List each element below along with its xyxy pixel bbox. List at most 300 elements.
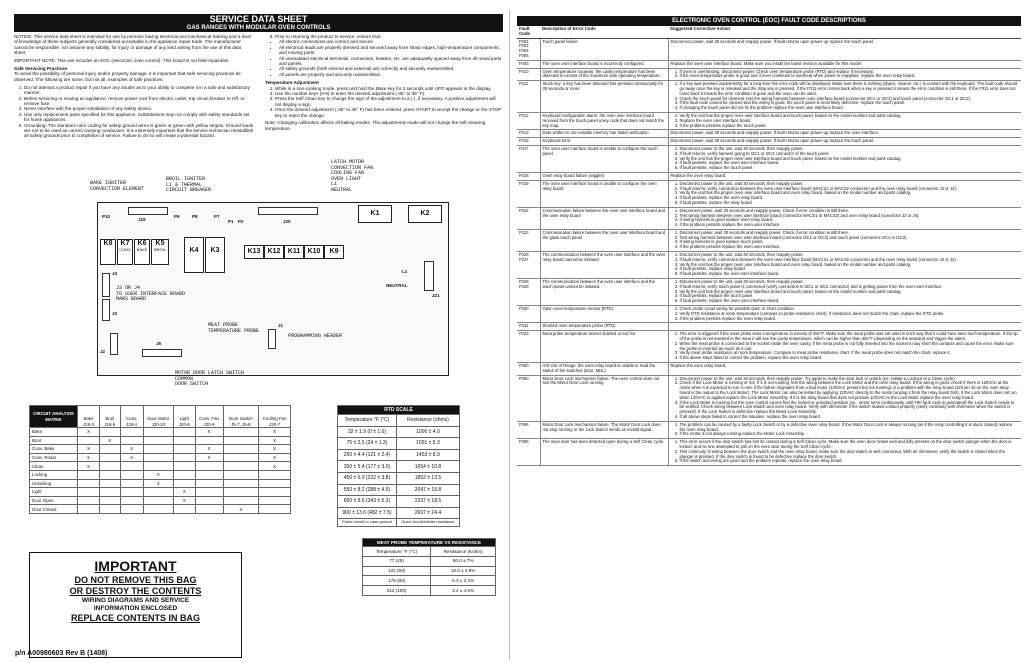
fault-action (668, 207, 1021, 229)
relay-k3: K3 (205, 237, 225, 273)
relay-k5: K5 BROIL (151, 239, 169, 265)
fault-action-step: 2. Check if the Lock Motor is running or not. If it is not running, test the wiring between the Lock Motor and the oven relay board. If the wiring is good, check if there is 120VAC at the motor when it is expected to run: to see if the failure originates from a bad motor (120VAC present but not running) or a problem with the relay board (J20 pin 10 on the oven relay board is the output to the Lock Motor). The Lock Motor can also be tested by applying 120VAC directly to the motor (unplug it from the relay board first). If the Lock Motor does not run when 120VAC is applied replace the Lock Motor Assembly. If it is the relay board that does not provide 120VAC to the Lock Motor replace the oven relay board. (680, 381, 1020, 400)
matrix-cell (143, 428, 174, 437)
fault-action-step: 4. If the problem persists replace the oven user interface. (680, 245, 1020, 250)
fault-description: The communication between the oven user interface and the oven relay board cannot be initiated. (540, 252, 668, 279)
fault-code: F017 (517, 145, 540, 172)
matrix-cell: X (195, 445, 223, 454)
matrix-row (30, 496, 291, 505)
temp-step: 3. Press the Self Clean key to change the sign of the adjustment to a (-), if necessary. A positive adjustment will not display a sign. (275, 96, 503, 107)
matrix-cell: X (223, 505, 259, 514)
matrix-column-header: Door Switch J5-7, J5-8 (223, 406, 259, 428)
safe-item: 2. Before servicing or moving an appliance, remove power cord from electric outlet, trip circuit breaker to Off, or remove fuse. (24, 96, 254, 107)
fault-action (668, 38, 1021, 60)
matrix-column-header: Bake J19-3 (78, 406, 100, 428)
matrix-cell: X (259, 428, 291, 437)
matrix-row (30, 462, 291, 471)
matrix-column-header: Door Motor J20-10 (143, 406, 174, 428)
fault-description: Stuck key: a key has been detected has pressed continuously for 30 seconds or more. (540, 81, 668, 113)
safe-item: 5. Grounding: The standard color coding for safety ground wires is green or green with yellow stripes. Ground leads are not to be used as current carrying conductors. It is extremely important that the service technician reestablish all safety grounds prior to completion of service. Failure to do so will create a potential hazard. (24, 123, 254, 139)
fault-description: Open oven temperature sensor (RTD) (540, 306, 668, 323)
matrix-row-label: Clean (30, 462, 78, 471)
matrix-cell (143, 496, 174, 505)
fault-action-step: 1. Verify the unit has the proper oven user interface board and touch panel, based on the model number and parts catalog. (680, 114, 1020, 119)
matrix-cell (99, 479, 120, 488)
rtd-row (338, 496, 460, 508)
fault-row (517, 375, 1021, 421)
fault-action (668, 375, 1021, 421)
notice-text: NOTICE: This service data sheet is intended for use by persons having electrical and mechanical training and a level of knowledge of these subjects generally considered acceptable in the appliance repair trade. The manufacturer cannot be responsible, nor assume any liability, for injury or damage of any kind arising from the use of this data sheet. (14, 34, 252, 56)
fault-description: Keyboard configuration alarm: the oven user interface board received from the touch panel a key code that does not match the key map. (540, 112, 668, 129)
fault-action-step: 1. Check probe circuit wiring for possible open or short condition. (680, 307, 1020, 312)
fault-action-step: 2. Check the touch panel for cleanest, test the wiring harness between oven interface board (connector I2C1 or I2C2) and touch panel (connector I2C1 or I2C2). (680, 97, 1020, 102)
fault-description: Shorted oven temperature probe (RTD) (540, 323, 668, 331)
matrix-cell (78, 436, 100, 445)
matrix-cell (174, 479, 195, 488)
matrix-cell (99, 462, 120, 471)
matrix-cell (99, 470, 120, 479)
label-p10: P10 (102, 214, 111, 219)
fault-code: F095 (517, 421, 540, 438)
rtd-foot-left: Probe circuit to case ground (338, 519, 397, 527)
fault-description: Touch panel failure (540, 38, 668, 60)
fault-action-step: 4. If the above steps failed to correct the problem, replace the oven relay board. (680, 356, 1020, 361)
rtd-row (338, 461, 460, 473)
fault-action-step: 1. This error occurs if the door switch has lost its contact during a Self Clean cycle. Make sure the oven door closes well and fully presses on the door switch plunger when the door is locked, and no one attempted to pull on the oven door during the Self Clean cycle. (680, 440, 1020, 450)
rtd-cell: 1091 ± 5.3 (396, 438, 459, 450)
matrix-cell (99, 488, 120, 497)
matrix-cell (174, 470, 195, 479)
fault-action-step: 1. Disconnect power, wait 30 seconds and reapply power. Check if error condition is still there. (680, 231, 1020, 236)
meat-cell: 6.3 ± 3.3% (431, 576, 496, 586)
label-j21: J21 (432, 293, 440, 298)
fault-code: F030 (517, 306, 540, 323)
matrix-cell (195, 496, 223, 505)
matrix-row-label: Door Open (30, 496, 78, 505)
part-number: p/n A00980603 Rev B (1408) (15, 650, 108, 657)
fault-action-step: 2. Test continuity of wiring between the door switch and the oven relay board, make sure the door switch is well connected. With an ohmmeter, verify the switch is closed when the plunger is pressed. If the door switch is found to be defective replace the door switch. (680, 450, 1020, 460)
safe-item: 1. Do not attempt a product repair if you have any doubts as to your ability to complete it in a safe and satisfactory manner. (24, 85, 254, 96)
practices-column (265, 34, 503, 133)
fault-action-step: 5. If fault persists, replace the oven user interface board. (680, 272, 1020, 277)
fault-action-text: Replace the oven user interface board. Make sure you install the latest revision available for this model. (670, 60, 863, 66)
matrix-cell (120, 505, 143, 514)
fault-action (668, 306, 1021, 323)
fault-action-step: 3. Verify the unit has the proper oven user interface board and touch panel, based on the model number and parts catalog. (680, 157, 1020, 162)
fault-description: Communication failure between the oven user interface board and the oven relay board (540, 207, 668, 229)
matrix-cell: X (259, 445, 291, 454)
relay-k7: K7 CONV (117, 239, 133, 265)
matrix-cell: X (259, 453, 291, 462)
fault-description: A/D Out of Range: the oven relay board is unable to read the status of the switches (door, MDL) (540, 363, 668, 376)
safe-list (24, 85, 254, 139)
fault-action-step: 2. Test wiring harness between oven user interface board (connector MACS1 or MACS2) and oven relay board (connector J3 or J4). (680, 214, 1020, 219)
fault-action-step: 2. If fault returns, verify harness going to I2C1 or I2C2 connector of the touch panel. (680, 152, 1020, 157)
fault-action-step: 5. If fault persists, replace the touch panel. (680, 166, 1020, 171)
matrix-cell (223, 428, 259, 437)
label-p8: P8 (192, 214, 198, 219)
fault-action-step: 3. If the problem persists replace the touch panel. (680, 124, 1020, 129)
matrix-cell (174, 445, 195, 454)
fault-action (668, 421, 1021, 438)
fault-action-step: 3. Verify the unit has the proper oven user interface board and oven relay board, based on the model number and parts catalog. (680, 191, 1020, 196)
fault-action-step: 4. If all above steps failed to correct the situation, replace the oven relay board. (680, 415, 1020, 420)
fault-row (517, 439, 1021, 466)
rtd-cell: 75 ± 2.5 (24 ± 1.3) (338, 438, 397, 450)
fault-code: F011 (517, 81, 540, 113)
rtd-cell: 1000 ± 4.0 (396, 426, 459, 438)
meat-probe-table (362, 538, 496, 596)
fault-code: F023 (517, 229, 540, 251)
label-user-interface: J3 OR J4 TO USER INTERFACE BOARD MARS BOARD (116, 285, 186, 302)
fault-action-step: 3. If wiring harness is good replace oven relay board. (680, 218, 1020, 223)
fault-action-step: 4. If fault persists, replace the oven relay board. (680, 196, 1020, 201)
meat-row (363, 556, 496, 566)
connector-j2 (110, 333, 118, 355)
fault-action (668, 279, 1021, 306)
fault-row (517, 68, 1021, 81)
fault-action-step: 1. Disconnect power, wait 30 seconds and reapply power. Check if error condition is still there. (680, 209, 1020, 214)
matrix-row (30, 445, 291, 454)
fault-row (517, 145, 1021, 172)
fault-table-title: ELECTRONIC OVEN CONTROL (EOC) FAULT CODE DESCRIPTIONS (517, 16, 1021, 26)
temp-steps (275, 86, 503, 118)
rtd-cell: 2237 ± 18.5 (396, 496, 459, 508)
rtd-cell: 350 ± 5.4 (177 ± 3.0) (338, 461, 397, 473)
matrix-cell (143, 453, 174, 462)
rtd-row (338, 507, 460, 519)
fault-action (668, 331, 1021, 363)
fault-action-step: 2. If the motor is not always running replace the Motor Lock Assembly. (680, 432, 1020, 437)
matrix-cell (99, 428, 120, 437)
label-bake-igniter: BAKE IGNITER CONVECTION ELEMENT (90, 180, 145, 192)
matrix-cell: X (259, 436, 291, 445)
fault-description: Motor Door Lock mechanism failure. The Motor Door Lock does not stop running or the Lock Switch sends an invalid signal. (540, 421, 668, 438)
matrix-cell: X (143, 479, 174, 488)
rtd-header-res: Resistance (ohms) (396, 415, 459, 427)
relay-k12: K12 (264, 245, 284, 259)
label-j1: J1 (278, 323, 284, 328)
label-neutral: NEUTRAL (386, 283, 408, 288)
fault-row (517, 138, 1021, 146)
matrix-column-header: Cooling Fan J20-7 (259, 406, 291, 428)
label-j3: J3 (112, 311, 118, 316)
important-line: OR DESTROY THE CONTENTS (69, 585, 202, 596)
fault-code: F019 (517, 180, 540, 207)
matrix-cell (195, 488, 223, 497)
connector-j4 (102, 273, 110, 297)
safe-item: 4. Use only replacement parts specified for this appliance. Substitutions may not comply with safety standards set for home appliances. (24, 112, 254, 123)
matrix-cell (259, 479, 291, 488)
temp-step: 2. Use the number keys (0-9) to enter the desired adjustment (-35° to 35° F). (275, 91, 503, 96)
fault-action-step: 4. If fault persists, replace the touch panel. (680, 294, 1020, 299)
fault-row (517, 180, 1021, 207)
matrix-cell (223, 479, 259, 488)
label-top-right: LATCH MOTOR CONVECTION FAN COOLING FAN OVEN LIGHT L1 NEUTRAL (331, 159, 374, 193)
fault-description: The oven door has been detected open during a Self Clean cycle. (540, 439, 668, 466)
fault-action-step: 3. If wiring harness is good replace touch panel. (680, 240, 1020, 245)
matrix-row-label: Conv. Bake (30, 445, 78, 454)
fault-row (517, 323, 1021, 331)
fault-action-step: 4. If changing the touch panel did not fix the problem replace the oven user interface board. (680, 106, 1020, 111)
fault-code: F090 (517, 375, 540, 421)
important-title: IMPORTANT (94, 558, 177, 574)
circuit-analysis-matrix (29, 405, 291, 514)
label-p2: P2 (238, 219, 244, 224)
fault-code: F001 F002 F004 F005 (517, 38, 540, 60)
meat-cell: 212 (100) (363, 586, 431, 596)
fault-action (668, 252, 1021, 279)
matrix-cell (195, 505, 223, 514)
label-p1: P1 (228, 219, 234, 224)
safe-item: 3. Never interfere with the proper installation of any safety device. (24, 106, 254, 111)
fault-row (517, 38, 1021, 60)
fault-action-step: 3. If the switch and wiring are good and the problem repeats, replace the oven relay board. (680, 459, 1020, 464)
important-small: INFORMATION ENCLOSED (93, 604, 178, 612)
matrix-cell (143, 505, 174, 514)
matrix-cell (143, 436, 174, 445)
fault-row (517, 130, 1021, 138)
fault-action (668, 81, 1021, 113)
matrix-cell (223, 496, 259, 505)
matrix-cell (259, 496, 291, 505)
rtd-cell: 900 ± 13.6 (482 ± 7.5) (338, 507, 397, 519)
label-programming-header: PROGRAMMING HEADER (288, 333, 343, 339)
meat-row (363, 576, 496, 586)
matrix-cell: X (195, 453, 223, 462)
rtd-header-temp: Temperature °F (°C) (338, 415, 397, 427)
header-fault-code: Fault Code (517, 26, 540, 38)
matrix-cell (195, 462, 223, 471)
matrix-cell (223, 445, 259, 454)
relay-board-diagram (97, 202, 449, 376)
rtd-cell: 550 ± 8.2 (288 ± 4.5) (338, 484, 397, 496)
matrix-cell (195, 470, 223, 479)
fault-description: Oven relay board failure (wiggler) (540, 172, 668, 180)
matrix-cell: X (143, 470, 174, 479)
matrix-cell (223, 470, 259, 479)
matrix-row-label: Door Closed (30, 505, 78, 514)
label-p7: P7 (214, 214, 220, 219)
fault-action-step: 2. Replace the oven user interface board. (680, 119, 1020, 124)
matrix-cell: X (174, 496, 195, 505)
safe-intro: To avoid the possibility of personal injury and/or property damage, it is important that safe servicing practices be observed. The following are some, but not all, examples of safe practices. (14, 71, 241, 82)
fault-code: F033 (517, 331, 540, 363)
matrix-column-header: Conv. Fan J20-9 (195, 406, 223, 428)
fault-row (517, 252, 1021, 279)
meat-cell: 77 (25) (363, 556, 431, 566)
fault-action-step: 1. Disconnect power to the unit, wait 30 seconds, then reapply power. (680, 253, 1020, 258)
rtd-foot-right: Open circuit/infinite resistance (396, 519, 459, 527)
fault-action-step: 2. Verify RTD resistance at room temperature (compare to probe resistance chart). If resistance does not match the chart, replace the RTD probe. (680, 312, 1020, 317)
matrix-cell: X (78, 445, 100, 454)
important-box (29, 552, 242, 658)
fault-description: The oven user interface board is incorrectly configured. (540, 60, 668, 68)
fault-action (668, 60, 1021, 68)
rtd-cell: 450 ± 6.9 (232 ± 3.8) (338, 472, 397, 484)
fault-action (668, 439, 1021, 466)
matrix-row (30, 453, 291, 462)
meat-row (363, 586, 496, 596)
matrix-cell (120, 488, 143, 497)
matrix-cell (195, 436, 223, 445)
fault-action-text: Disconnect power, wait 30 seconds and reapply power. If fault returns upon power-up replace the touch panel. (670, 138, 875, 144)
fault-code: F013 (517, 130, 540, 138)
fault-action (668, 172, 1021, 180)
fault-row (517, 306, 1021, 323)
matrix-column-header: Conv. J19-4 (120, 406, 143, 428)
matrix-row-label: Broil (30, 436, 78, 445)
matrix-row-label: Locking (30, 470, 78, 479)
fault-action-step: 4. If the problem persists replace the oven user interface. (680, 223, 1020, 228)
meat-row (363, 566, 496, 576)
header-description: Description of Error Code (540, 26, 668, 38)
fault-action (668, 180, 1021, 207)
fault-action-step: 4. If fault persists, replace the oven user interface board. (680, 161, 1020, 166)
fault-code: F050 (517, 363, 540, 376)
prior-item: 6. Prior to returning the product to service, ensure that: (275, 34, 503, 39)
matrix-row-label: Light (30, 488, 78, 497)
fault-row (517, 331, 1021, 363)
fault-description: Communication failure between the oven user interface board and the glass touch panel (540, 229, 668, 251)
connector-j3 (102, 299, 110, 321)
sheet-subtitle: GAS RANGES WITH MODULAR OVEN CONTROLS (14, 25, 503, 32)
matrix-cell (195, 479, 223, 488)
fault-action-step: 3. Verify the unit has the proper oven user interface board and oven relay board, based on the model number and parts catalog. (680, 263, 1020, 268)
fault-action (668, 145, 1021, 172)
label-l1: L1 (402, 269, 408, 274)
relay-k1: K1 (358, 205, 392, 223)
temp-note: Note: Changing calibration affects all baking modes. The adjustments made will not change the self-cleaning temperature. (265, 120, 486, 131)
fault-description: Motor Door Lock mechanism failure. The oven control does not see the Motor Door Lock running. (540, 375, 668, 421)
relay-k9: K9 (324, 245, 344, 259)
matrix-row (30, 505, 291, 514)
matrix-row (30, 428, 291, 437)
matrix-cell (223, 453, 259, 462)
temp-heading: Temperature Adjustment (265, 80, 319, 86)
fault-description: The communication between the oven user interface and the touch panel cannot be initiated. (540, 279, 668, 306)
rtd-cell: 650 ± 9.6 (343 ± 5.3) (338, 496, 397, 508)
matrix-cell (120, 462, 143, 471)
relay-k8: K8 (100, 239, 116, 265)
label-j4: J4 (112, 271, 118, 276)
rtd-row (338, 472, 460, 484)
matrix-row (30, 479, 291, 488)
matrix-column-header: Broil J19-5 (99, 406, 120, 428)
connector-j21 (424, 261, 434, 291)
fault-row (517, 207, 1021, 229)
fault-action-text: Disconnect power, wait 30 seconds and reapply power. If fault returns upon power-up replace the touch panel. (670, 38, 875, 44)
important-line: DO NOT REMOVE THIS BAG (74, 574, 197, 585)
matrix-cell: X (78, 453, 100, 462)
label-j5: J5 (156, 341, 162, 346)
matrix-cell: X (174, 488, 195, 497)
prior-bullet: • All uninsulated electrical terminals, connectors, heaters, etc. are adequately spaced away from all metal parts and panels. (279, 56, 503, 67)
fault-code: F096 (517, 439, 540, 466)
fault-code: F018 (517, 172, 540, 180)
matrix-cell (174, 453, 195, 462)
rtd-row (338, 438, 460, 450)
relay-k13: K13 (244, 245, 264, 259)
fault-action-text: Replace the oven relay board. (670, 363, 727, 369)
matrix-cell (120, 428, 143, 437)
matrix-cell (223, 462, 259, 471)
fault-code: F012 (517, 112, 540, 129)
fault-action-step: 3. If the fault code cannot be cleared and the wiring is good, the touch panel is most likely defective; replace the touch panel. (680, 101, 1020, 106)
fault-description: The oven user interface board is unable to configure the oven relay board (540, 180, 668, 207)
rtd-row (338, 426, 460, 438)
matrix-cell (174, 505, 195, 514)
prior-bullet: • All electrical leads are properly dressed and secured away from sharp edges, high-temperature components, and moving parts. (279, 45, 503, 56)
matrix-cell (99, 496, 120, 505)
rtd-row (338, 449, 460, 461)
matrix-cell (78, 470, 100, 479)
matrix-cell (174, 462, 195, 471)
fault-description: Oven temperature runaway: the cavity temperature has been detected in excess of the maximum safe operating temperature. (540, 68, 668, 81)
fault-action (668, 229, 1021, 251)
rtd-cell: 2047 ± 15.8 (396, 484, 459, 496)
matrix-cell (78, 488, 100, 497)
matrix-column-header: Light J20-6 (174, 406, 195, 428)
intro-column (14, 34, 254, 141)
fault-action-step: 1. The problem can be caused by a faulty Lock Switch or by a defective oven relay board. If the Motor Door Lock is always running (as if the relay controlling it is stuck closed) replace the oven relay board. (680, 423, 1020, 433)
matrix-cell: X (78, 428, 100, 437)
matrix-cell (143, 462, 174, 471)
prior-bullet: • All panels are properly and securely reassembled. (279, 72, 503, 77)
fault-action-step: 4. If fault persists, replace relay board. (680, 267, 1020, 272)
meat-cell: 18.0 ± 4.9% (431, 566, 496, 576)
fault-code: F003 (517, 60, 540, 68)
sheet-title: SERVICE DATA SHEET (14, 14, 503, 25)
label-broil-igniter: BROIL IGNITER L1 & THERMAL CIRCUIT BREAKER (166, 176, 212, 193)
prior-bullets (279, 39, 503, 77)
label-j20: J20 (283, 219, 291, 224)
matrix-row-label: Unlocking (30, 479, 78, 488)
matrix-cell (223, 436, 259, 445)
fault-action-step: 2. If the oven temperature probe is good and if oven continues to overheat when power is reapplied, replace the oven relay board. (680, 74, 1020, 79)
fault-row (517, 363, 1021, 376)
rtd-cell: 1654 ± 10.8 (396, 461, 459, 473)
matrix-cell: X (120, 453, 143, 462)
prior-bullet: • All safety grounds (both internal and external) are correctly and securely reassembled. (279, 66, 503, 71)
fault-action-step: 1. Disconnect power to the unit, wait 30 seconds, then reapply power. Try again to make the door lock or unlock (ex: initiate a Lockout or a Clean cycle). (680, 377, 1020, 382)
fault-code: F010 (517, 68, 540, 81)
temp-step: 1. While in a non-cooking mode, press and hold the Bake key for 3 seconds until UPO appears in the display. (275, 86, 503, 91)
fault-description: Data written to non-volatile memory has failed verification (540, 130, 668, 138)
fault-action-step: 1. Disconnect power to the unit, wait 30 seconds, then reapply power. (680, 280, 1020, 285)
fault-action-step: 5. If fault persists, replace the oven user interface board. (680, 299, 1020, 304)
matrix-cell (143, 445, 174, 454)
meat-header-res: Resistance (Kohm) (431, 547, 496, 557)
matrix-cell (120, 479, 143, 488)
rtd-cell: 2697 ± 24.4 (396, 507, 459, 519)
rtd-cell: 250 ± 4.4 (121 ± 2.4) (338, 449, 397, 461)
relay-k2: K2 (408, 205, 442, 223)
fault-row (517, 81, 1021, 113)
fault-description: The oven user interface board is unable to configure the touch panel. (540, 145, 668, 172)
matrix-cell (99, 453, 120, 462)
fault-description: Meat probe temperature sensor shorted or too hot (540, 331, 668, 363)
fault-action (668, 363, 1021, 376)
matrix-cell (99, 505, 120, 514)
matrix-title: CIRCUIT ANALYSIS MATRIX (30, 406, 78, 428)
matrix-cell: X (259, 462, 291, 471)
fault-description: Keyboard error (540, 138, 668, 146)
meat-header-temp: Temperature °F (°C) (363, 547, 431, 557)
important-note: IMPORTANT NOTE: This unit includes an EOC (electronic oven control). This board is not field-repairable. (14, 58, 230, 64)
fault-row (517, 112, 1021, 129)
matrix-cell: X (195, 428, 223, 437)
